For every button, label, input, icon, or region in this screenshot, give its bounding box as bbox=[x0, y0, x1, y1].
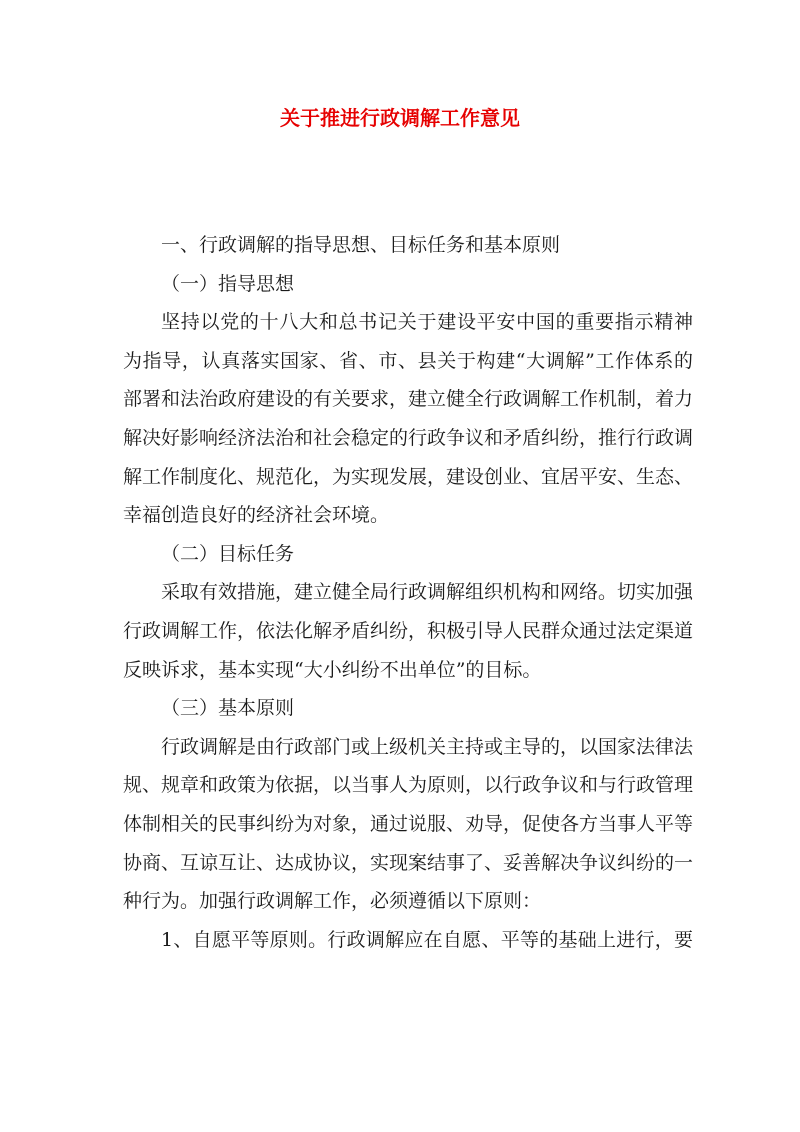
paragraph-line: 解决好影响经济法治和社会稳定的行政争议和矛盾纠纷，推行行政调 bbox=[123, 426, 694, 449]
principle-item-1: 1、自愿平等原则。行政调解应在自愿、平等的基础上进行，要 bbox=[161, 928, 693, 951]
paragraph-line: 协商、互谅互让、达成协议，实现案结事了、妥善解决争议纠纷的一 bbox=[123, 851, 694, 874]
paragraph-line: 反映诉求，基本实现“大小纠纷不出单位”的目标。 bbox=[123, 658, 542, 681]
paragraph-line: 采取有效措施，建立健全局行政调解组织机构和网络。切实加强 bbox=[161, 581, 694, 604]
section-heading-principles: （三）基本原则 bbox=[161, 697, 295, 720]
paragraph-line: 坚持以党的十八大和总书记关于建设平安中国的重要指示精神 bbox=[161, 311, 693, 334]
paragraph-line: 体制相关的民事纠纷为对象，通过说服、劝导，促使各方当事人平等 bbox=[123, 812, 694, 835]
section-heading-guiding-ideology: （一）指导思想 bbox=[161, 272, 295, 295]
paragraph-line: 种行为。加强行政调解工作，必须遵循以下原则： bbox=[123, 890, 542, 913]
paragraph-line: 行政调解工作，依法化解矛盾纠纷，积极引导人民群众通过法定渠道 bbox=[123, 619, 694, 642]
main-heading: 一、行政调解的指导思想、目标任务和基本原则 bbox=[161, 234, 561, 256]
paragraph-line: 部署和法治政府建设的有关要求，建立健全行政调解工作机制，着力 bbox=[123, 388, 694, 411]
document-body bbox=[123, 226, 693, 959]
paragraph-line: 解工作制度化、规范化，为实现发展，建设创业、宜居平安、生态、 bbox=[123, 465, 694, 488]
section-heading-objectives: （二）目标任务 bbox=[161, 542, 295, 565]
paragraph-line: 为指导，认真落实国家、省、市、县关于构建“大调解”工作体系的 bbox=[123, 349, 693, 372]
document-title: 关于推进行政调解工作意见 bbox=[280, 106, 520, 130]
paragraph-line: 规、规章和政策为依据，以当事人为原则，以行政争议和与行政管理 bbox=[123, 774, 694, 797]
paragraph-line: 幸福创造良好的经济社会环境。 bbox=[123, 504, 390, 527]
paragraph-line: 行政调解是由行政部门或上级机关主持或主导的，以国家法律法 bbox=[161, 735, 694, 758]
